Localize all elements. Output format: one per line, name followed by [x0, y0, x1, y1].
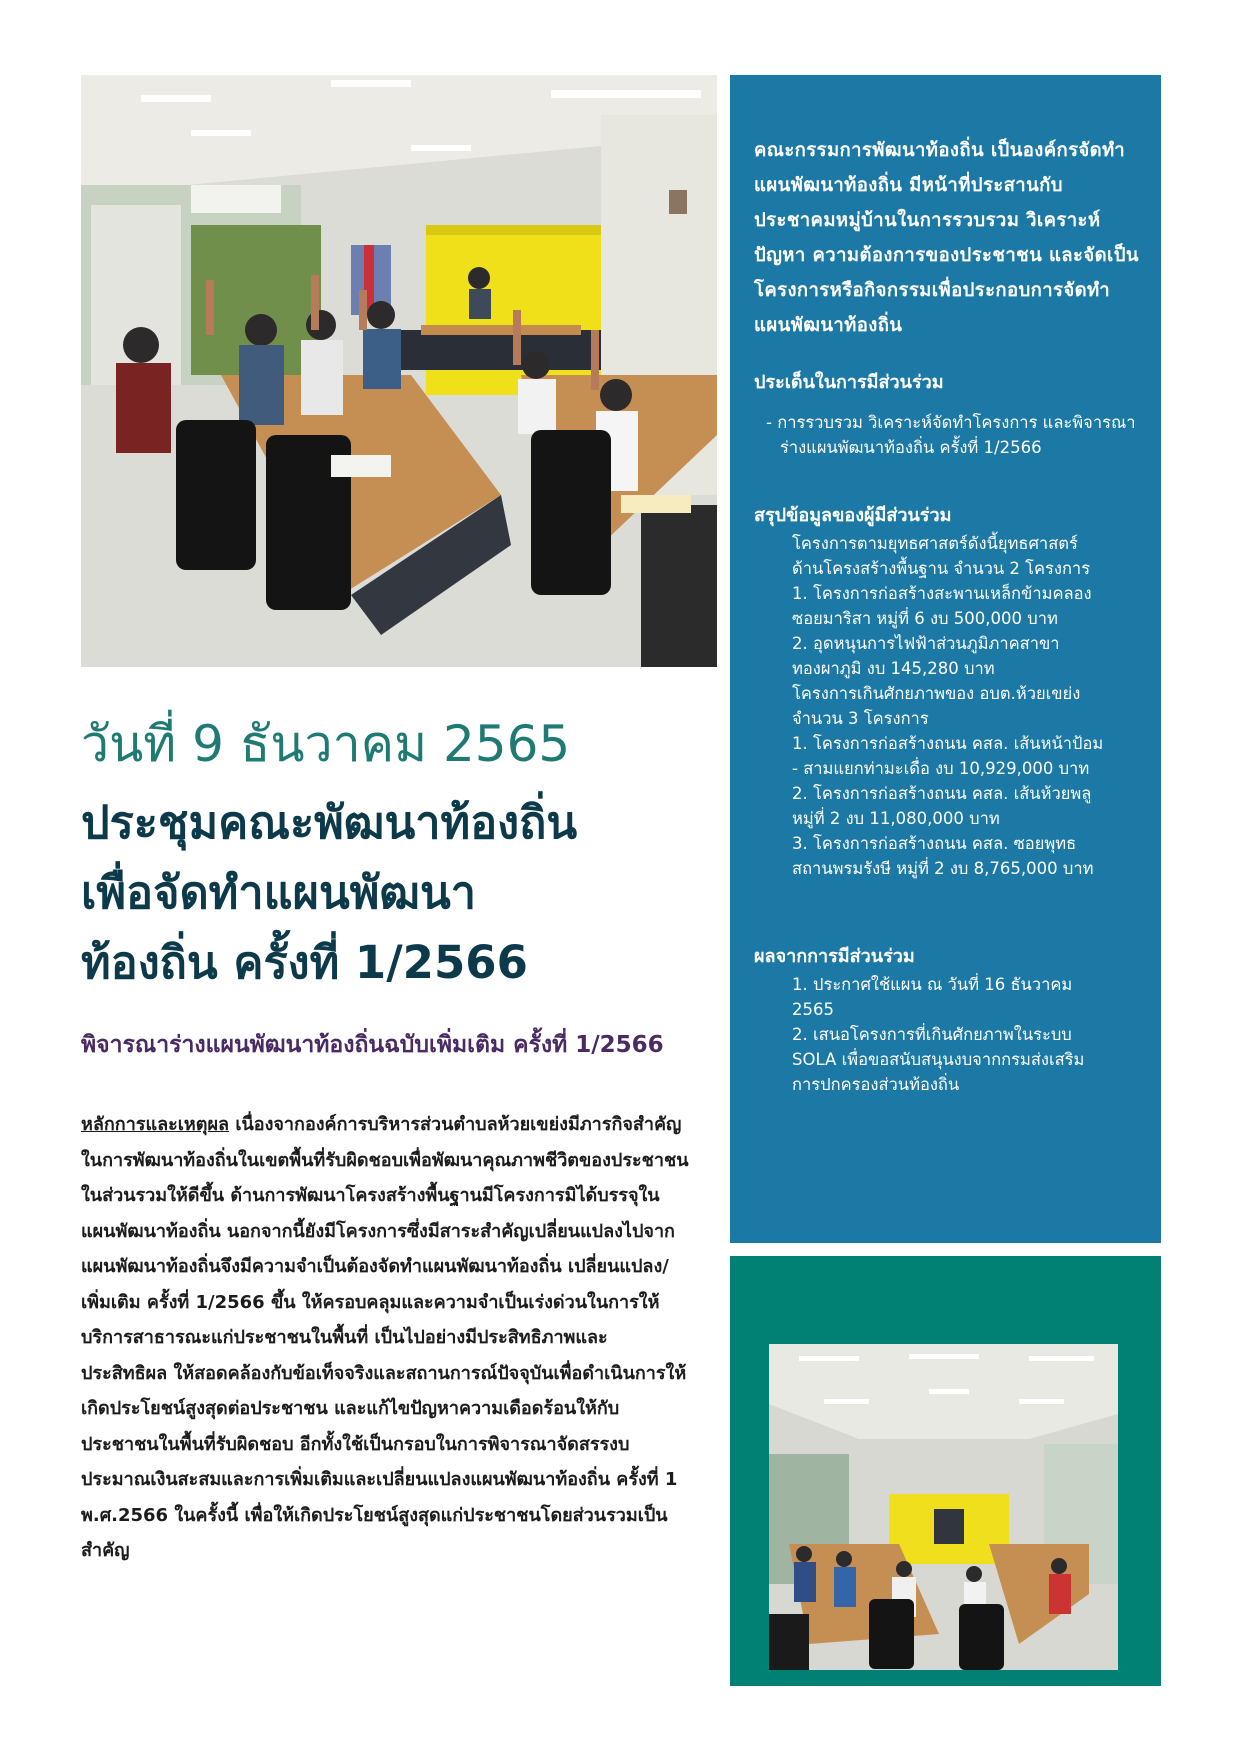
summary-line: จำนวน 3 โครงการ [792, 709, 929, 728]
body-lead: หลักการและเหตุผล [81, 1114, 230, 1135]
title-line: ท้องถิ่น ครั้งที่ 1/2566 [81, 936, 528, 989]
title-line: เพื่อจัดทำแผนพัฒนา [81, 866, 477, 919]
result-list [754, 972, 1141, 1097]
summary-line: 1. โครงการก่อสร้างถนน คสล. เส้นหน้าป้อม [792, 734, 1104, 753]
result-line: 1. ประกาศใช้แผน ณ วันที่ 16 ธันวาคม [792, 975, 1073, 994]
page-title [81, 788, 721, 998]
meeting-photo-main [81, 75, 717, 667]
body-paragraph [81, 1107, 689, 1569]
meeting-date: วันที่ 9 ธันวาคม 2565 [81, 715, 571, 773]
result-line: การปกครองส่วนท้องถิ่น [792, 1075, 960, 1094]
summary-line: 3. โครงการก่อสร้างถนน คสล. ซอยพุทธ [792, 834, 1077, 853]
summary-line: ด้านโครงสร้างพื้นฐาน จำนวน 2 โครงการ [792, 559, 1091, 578]
summary-line: - สามแยกท่ามะเดื่อ งบ 10,929,000 บาท [792, 759, 1090, 778]
info-sidebar [730, 75, 1161, 1243]
body-text: เนื่องจากองค์การบริหารส่วนตำบลห้วยเขย่งมีภารกิจสำคัญในการพัฒนาท้องถิ่นในเขตพื้นที่รับผิดชอบเพื่อพัฒนาคุณภาพชีวิตของประชาชนในส่วนรวมให้ดีขึ้น ด้านการพัฒนาโครงสร้างพื้นฐานมีโครงการมิได้บรรจุในแผนพัฒนาท้องถิ่น นอกจากนี้ยังมีโครงการซึ่งมีสาระสำคัญเปลี่ยนแปลงไปจากแผนพัฒนาท้องถิ่นจึงมีความจำเป็นต้องจัดทำแผนพัฒนาท้องถิ่น เปลี่ยนแปลง/เพิ่มเติม ครั้งที่ 1/2566 ขึ้น ให้ครอบคลุมและความจำเป็นเร่งด่วนในการให้บริการสาธารณะแก่ประชาชนในพื้นที่ เป็นไปอย่างมีประสิทธิภาพและประสิทธิผล ให้สอดคล้องกับข้อเท็จจริงและสถานการณ์ปัจจุบันเพื่อดำเนินการให้เกิดประโยชน์สูงสุดต่อประชาชน และแก้ไขปัญหาความเดือดร้อนให้กับประชาชนในพื้นที่รับผิดชอบ อีกทั้งใช้เป็นกรอบในการพิจารณาจัดสรรงบประมาณเงินสะสมและการเพิ่มเติมและเปลี่ยนแปลงแผนพัฒนาท้องถิ่น ครั้งที่ 1 พ.ศ.2566 ในครั้งนี้ เพื่อให้เกิดประโยชน์สูงสุดแก่ประชาชนโดยส่วนรวมเป็นสำคัญ [81, 1114, 689, 1561]
sidebar-intro: คณะกรรมการพัฒนาท้องถิ่น เป็นองค์กรจัดทำแผนพัฒนาท้องถิ่น มีหน้าที่ประสานกับประชาคมหมู่บ้านในการรวบรวม วิเคราะห์ปัญหา ความต้องการของประชาชน และจัดเป็นโครงการหรือกิจกรรมเพื่อประกอบการจัดทำแผนพัฒนาท้องถิ่น [754, 140, 1139, 336]
summary-line: สถานพรมรังษี หมู่ที่ 2 งบ 8,765,000 บาท [792, 859, 1094, 878]
summary-line: โครงการตามยุทธศาสตร์ดังนี้ยุทธศาสตร์ [792, 534, 1078, 553]
summary-line: 2. โครงการก่อสร้างถนน คสล. เส้นห้วยพลู [792, 784, 1092, 803]
result-line: SOLA เพื่อขอสนับสนุนงบจากกรมส่งเสริม [792, 1050, 1085, 1069]
result-line: 2. เสนอโครงการที่เกินศักยภาพในระบบ [792, 1025, 1072, 1044]
title-line: ประชุมคณะพัฒนาท้องถิ่น [81, 796, 578, 849]
summary-line: ซอยมาริสา หมู่ที่ 6 งบ 500,000 บาท [792, 609, 1058, 628]
summary-line: 1. โครงการก่อสร้างสะพานเหล็กข้ามคลอง [792, 584, 1092, 603]
summary-line: ทองผาภูมิ งบ 145,280 บาท [792, 659, 995, 678]
issue-item: - การรวบรวม วิเคราะห์จัดทำโครงการ และพิจารณาร่างแผนพัฒนาท้องถิ่น ครั้งที่ 1/2566 [766, 413, 1136, 457]
subtitle: พิจารณาร่างแผนพัฒนาท้องถิ่นฉบับเพิ่มเติม ครั้งที่ 1/2566 [81, 1032, 664, 1058]
summary-line: 2. อุดหนุนการไฟฟ้าส่วนภูมิภาคสาขา [792, 634, 1060, 653]
issue-list [754, 410, 1141, 460]
summary-line: โครงการเกินศักยภาพของ อบต.ห้วยเขย่ง [792, 684, 1081, 703]
issue-heading: ประเด็นในการมีส่วนร่วม [754, 372, 944, 393]
summary-list [754, 531, 1141, 881]
summary-line: หมู่ที่ 2 งบ 11,080,000 บาท [792, 809, 1000, 828]
summary-heading: สรุปข้อมูลของผู้มีส่วนร่วม [754, 505, 952, 526]
result-heading: ผลจากการมีส่วนร่วม [754, 946, 915, 967]
meeting-photo-secondary [769, 1344, 1118, 1670]
result-line: 2565 [792, 1000, 834, 1019]
photo-frame-box [730, 1256, 1161, 1686]
